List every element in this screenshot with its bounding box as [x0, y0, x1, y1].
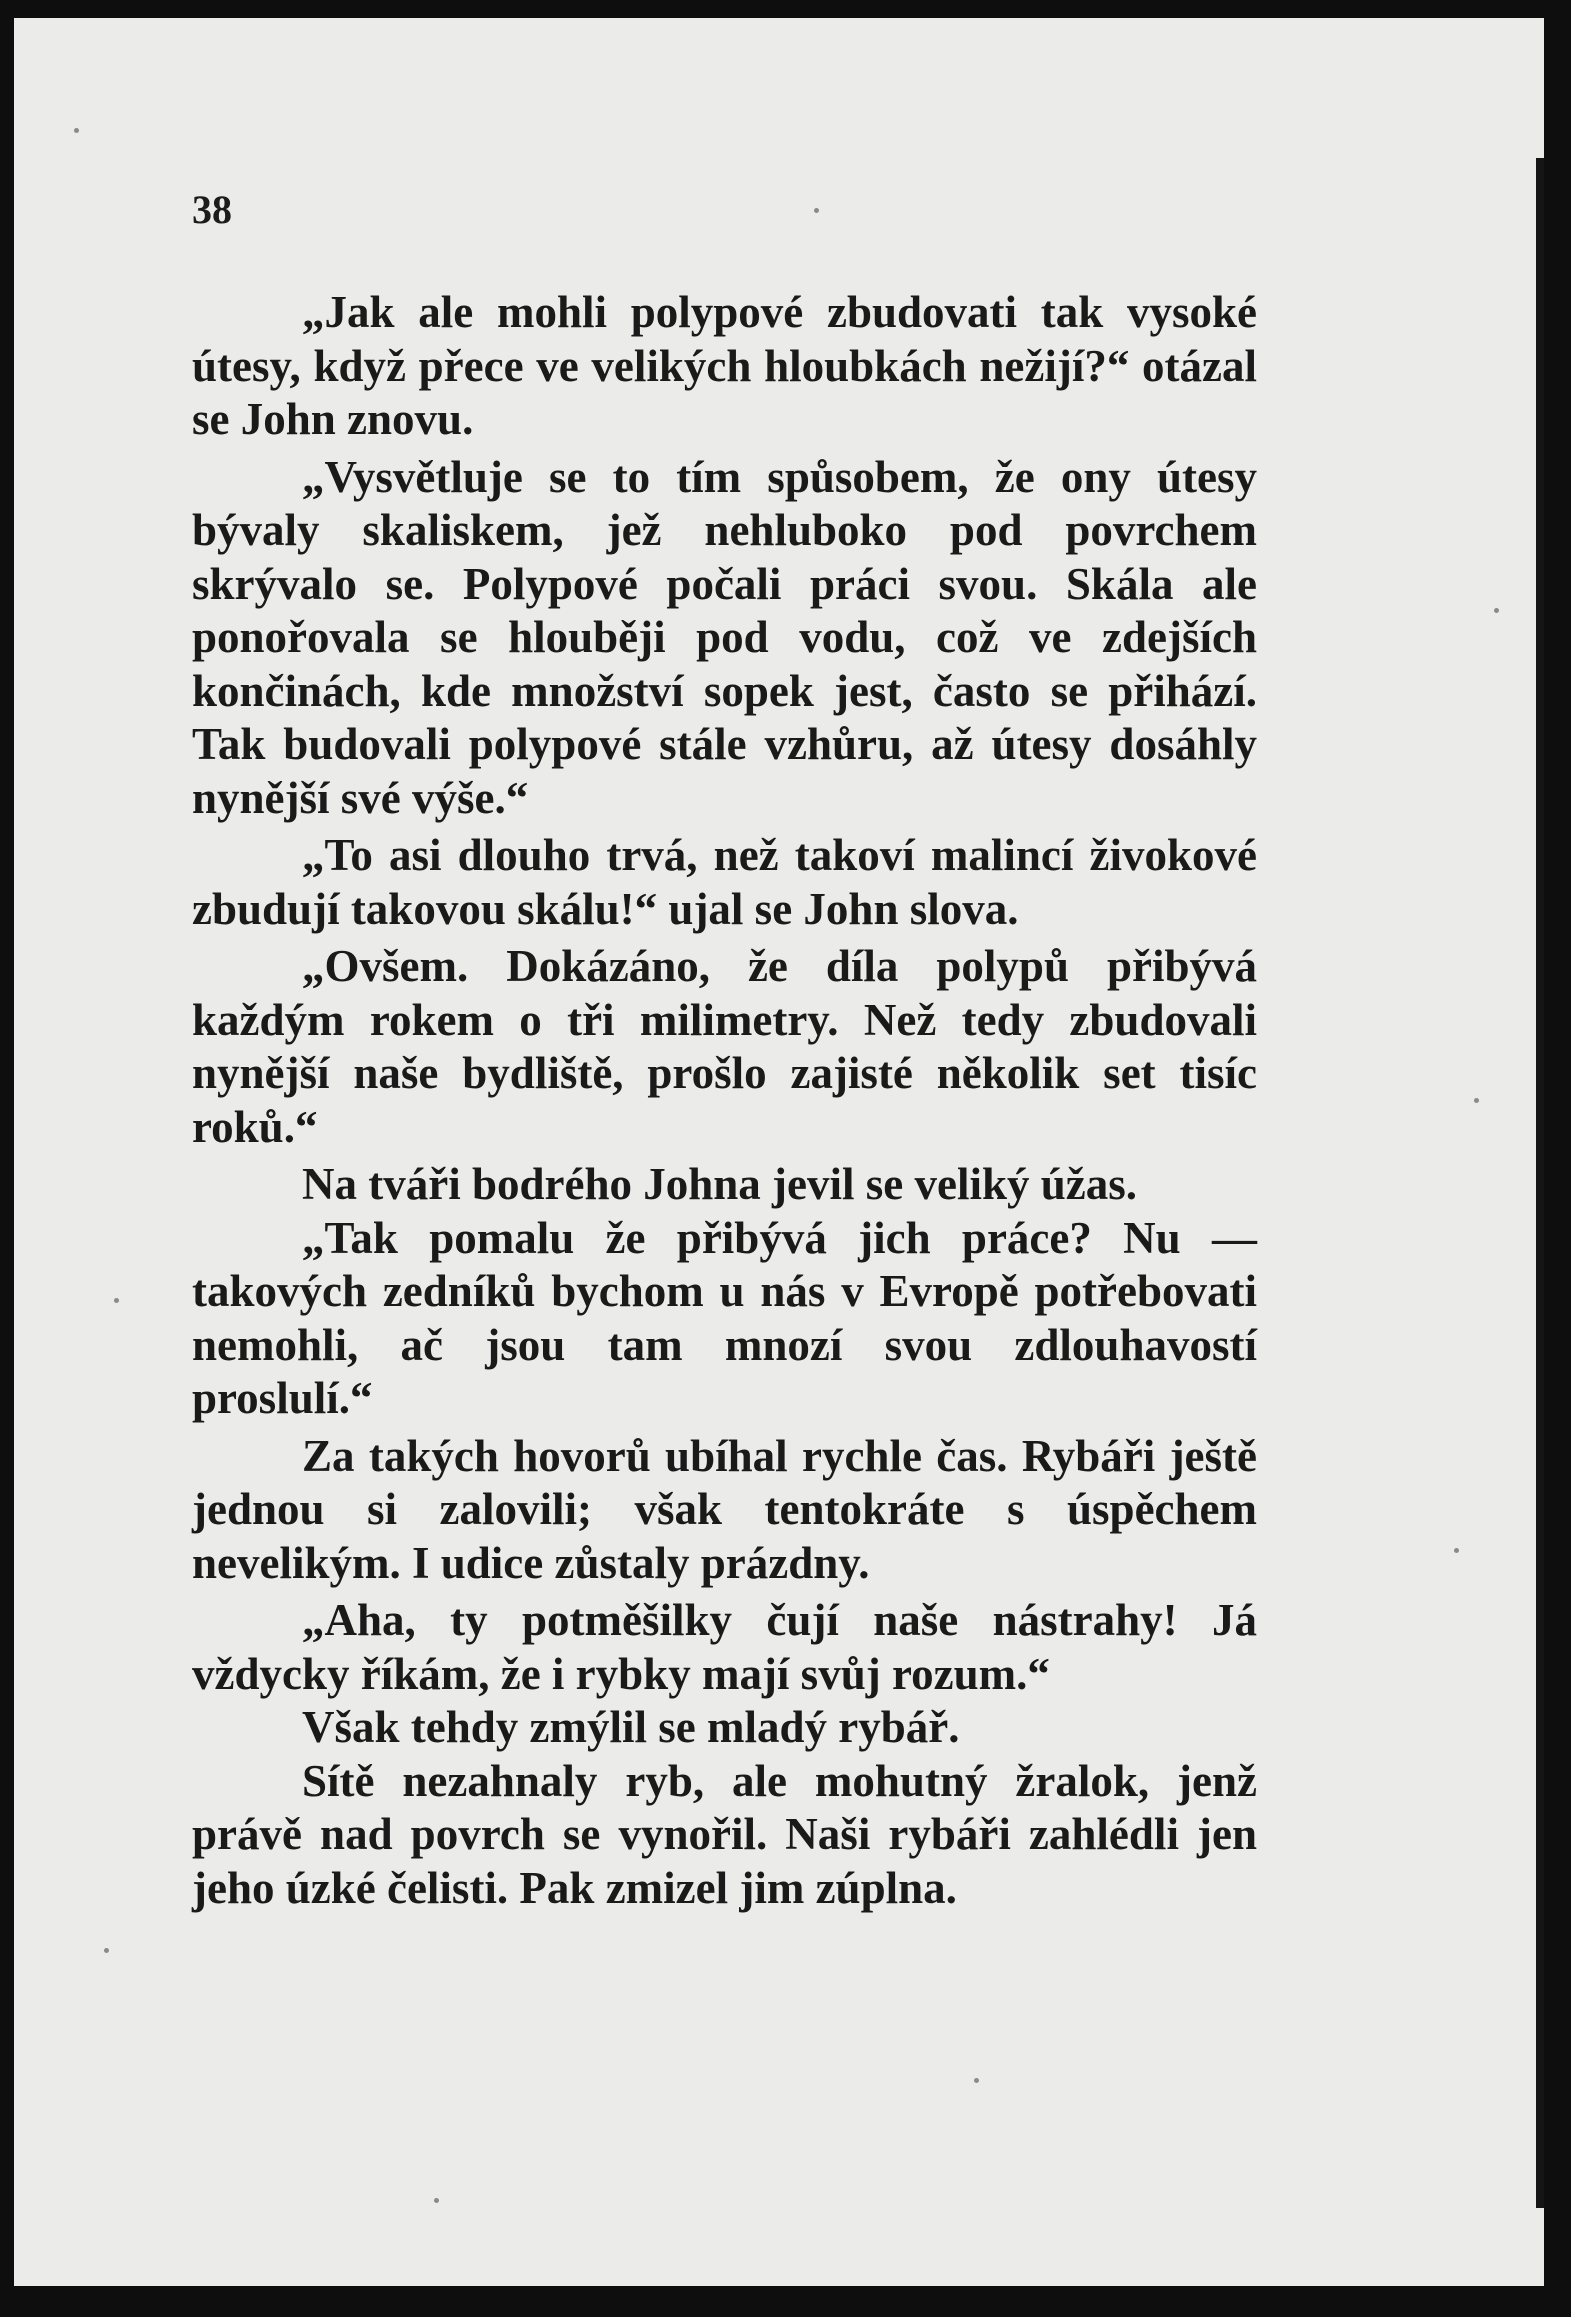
print-speck — [434, 2198, 439, 2203]
print-speck — [74, 128, 79, 133]
print-speck — [114, 1298, 119, 1303]
paragraph: „Vysvětluje se to tím spůsobem, že ony útesy bývaly skaliskem, jež nehluboko pod povrchem skrývalo se. Polypové počali práci svou. Skála ale ponořovala se hlouběji pod vodu, což ve zdejších končinách, kde množství sopek jest, často se přihází. Tak budovali polypové stále vzhůru, až útesy dosáhly nynější své výše.“ — [192, 451, 1257, 823]
paragraph: „Tak pomalu že přibývá jich práce? Nu — takových zedníků bychom u nás v Evropě potřebovati nemohli, ač jsou tam mnozí svou zdlouhavostí proslulí.“ — [192, 1212, 1257, 1423]
paragraph: Na tváři bodrého Johna jevil se veliký úžas. — [302, 1159, 1138, 1209]
print-speck — [1494, 608, 1499, 613]
print-speck — [1454, 1548, 1459, 1553]
book-page — [14, 18, 1544, 2286]
paragraph: Sítě nezahnaly ryb, ale mohutný žralok, jenž právě nad povrch se vynořil. Naši rybáři zahlédli jen jeho úzké čelisti. Pak zmizel jim zúplna. — [192, 1755, 1257, 1913]
text-column — [192, 286, 1257, 1915]
page-number: 38 — [192, 187, 232, 232]
paragraph: „Aha, ty potměšilky čují naše nástrahy! Já vždycky říkám, že i rybky mají svůj rozum.“ — [192, 1595, 1257, 1699]
paragraph: Však tehdy zmýlil se mladý rybář. — [302, 1702, 960, 1752]
print-speck — [814, 208, 819, 213]
paragraph: „To asi dlouho trvá, než takoví malincí živokové zbudují takovou skálu!“ ujal se John slova. — [192, 830, 1257, 934]
paragraph: „Jak ale mohli polypové zbudovati tak vysoké útesy, když přece ve velikých hloubkách nežijí?“ otázal se John znovu. — [192, 287, 1257, 444]
paragraph: Za takých hovorů ubíhal rychle čas. Rybáři ještě jednou si zalovili; však tentokráte s úspěchem nevelikým. I udice zůstaly prázdny. — [192, 1430, 1257, 1588]
paragraph: „Ovšem. Dokázáno, že díla polypů přibývá každým rokem o tři milimetry. Než tedy zbudovali nynější naše bydliště, prošlo zajisté několik set tisíc roků.“ — [192, 941, 1257, 1152]
print-speck — [104, 1948, 109, 1953]
print-speck — [1474, 1098, 1479, 1103]
print-speck — [974, 2078, 979, 2083]
page-edge-shadow — [1536, 158, 1544, 2208]
